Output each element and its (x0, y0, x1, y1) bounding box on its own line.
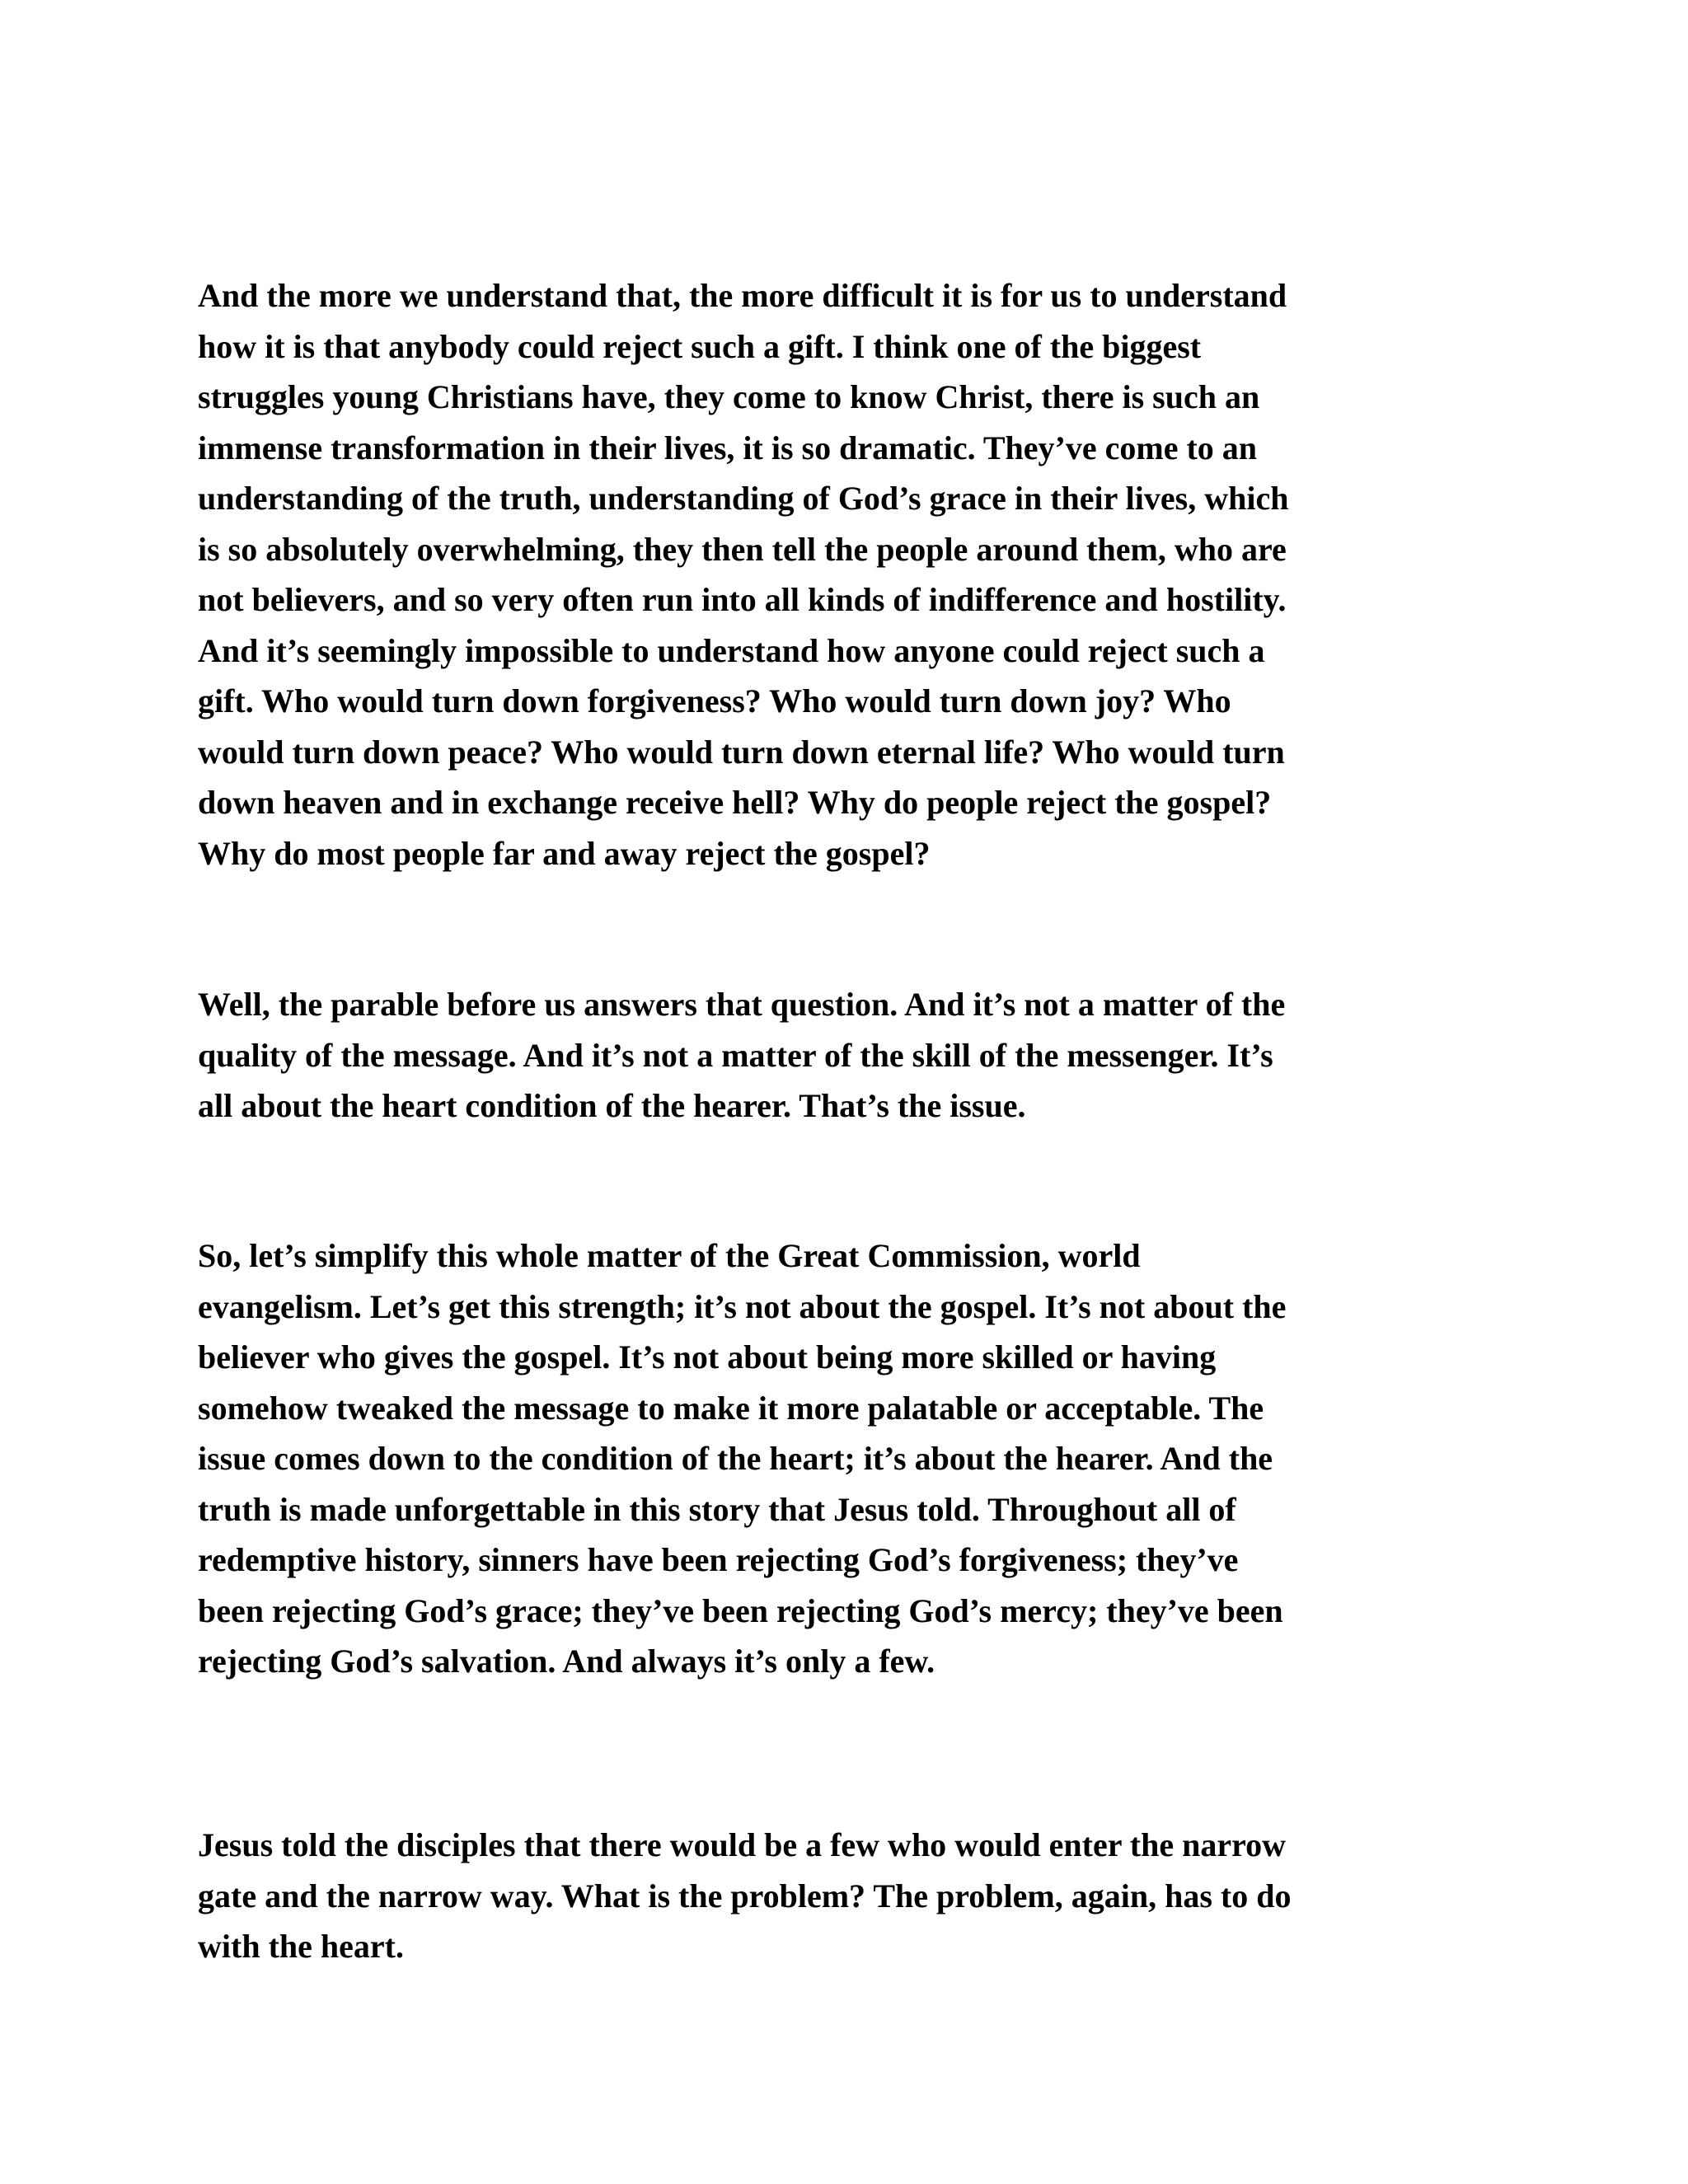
text-line: And the more we understand that, the more difficult it is for us to understand (198, 277, 1287, 314)
text-line: evangelism. Let’s get this strength; it’s not about the gospel. It’s not about the (198, 1287, 1287, 1325)
text-line: would turn down peace? Who would turn down eternal life? Who would turn (198, 733, 1285, 771)
paragraph-1 (198, 270, 1288, 879)
text-line: immense transformation in their lives, it is so dramatic. They’ve come to an (198, 429, 1258, 466)
text-line: Jesus told the disciples that there would be a few who would enter the narrow (198, 1826, 1287, 1863)
paragraph-2 (198, 979, 1285, 1132)
text-line: And it’s seemingly impossible to understand how anyone could reject such a (198, 631, 1265, 669)
text-line: with the heart. (198, 1928, 404, 1965)
paragraph-4 (198, 1820, 1291, 1972)
text-line: quality of the message. And it’s not a matter of the skill of the messenger. It’s (198, 1036, 1273, 1074)
text-line: struggles young Christians have, they come to know Christ, there is such an (198, 378, 1260, 415)
paragraph-3 (198, 1230, 1286, 1687)
text-line: believer who gives the gospel. It’s not about being more skilled or having (198, 1338, 1217, 1376)
text-line: redemptive history, sinners have been rejecting God’s forgiveness; they’ve (198, 1541, 1239, 1578)
text-line: gate and the narrow way. What is the problem? The problem, again, has to do (198, 1877, 1292, 1915)
text-line: gift. Who would turn down forgiveness? Who would turn down joy? Who (198, 682, 1231, 719)
text-line: Why do most people far and away reject the gospel? (198, 834, 931, 872)
text-line: down heaven and in exchange receive hell? Why do people reject the gospel? (198, 784, 1272, 821)
text-line: not believers, and so very often run into all kinds of indifference and hostility. (198, 581, 1287, 618)
text-line: rejecting God’s salvation. And always it’s only a few. (198, 1643, 935, 1680)
text-line: So, let’s simplify this whole matter of the Great Commission, world (198, 1237, 1141, 1274)
text-line: been rejecting God’s grace; they’ve been rejecting God’s mercy; they’ve been (198, 1591, 1283, 1629)
text-line: somehow tweaked the message to make it more palatable or acceptable. The (198, 1389, 1264, 1427)
text-line: truth is made unforgettable in this story that Jesus told. Throughout all of (198, 1490, 1236, 1528)
text-line: understanding of the truth, understanding of God’s grace in their lives, which (198, 480, 1289, 517)
text-line: how it is that anybody could reject such a gift. I think one of the biggest (198, 327, 1202, 365)
text-line: Well, the parable before us answers that question. And it’s not a matter of the (198, 986, 1286, 1023)
text-line: is so absolutely overwhelming, they then tell the people around them, who are (198, 530, 1287, 568)
text-line: issue comes down to the condition of the heart; it’s about the hearer. And the (198, 1440, 1273, 1477)
text-line: all about the heart condition of the hearer. That’s the issue. (198, 1087, 1026, 1124)
